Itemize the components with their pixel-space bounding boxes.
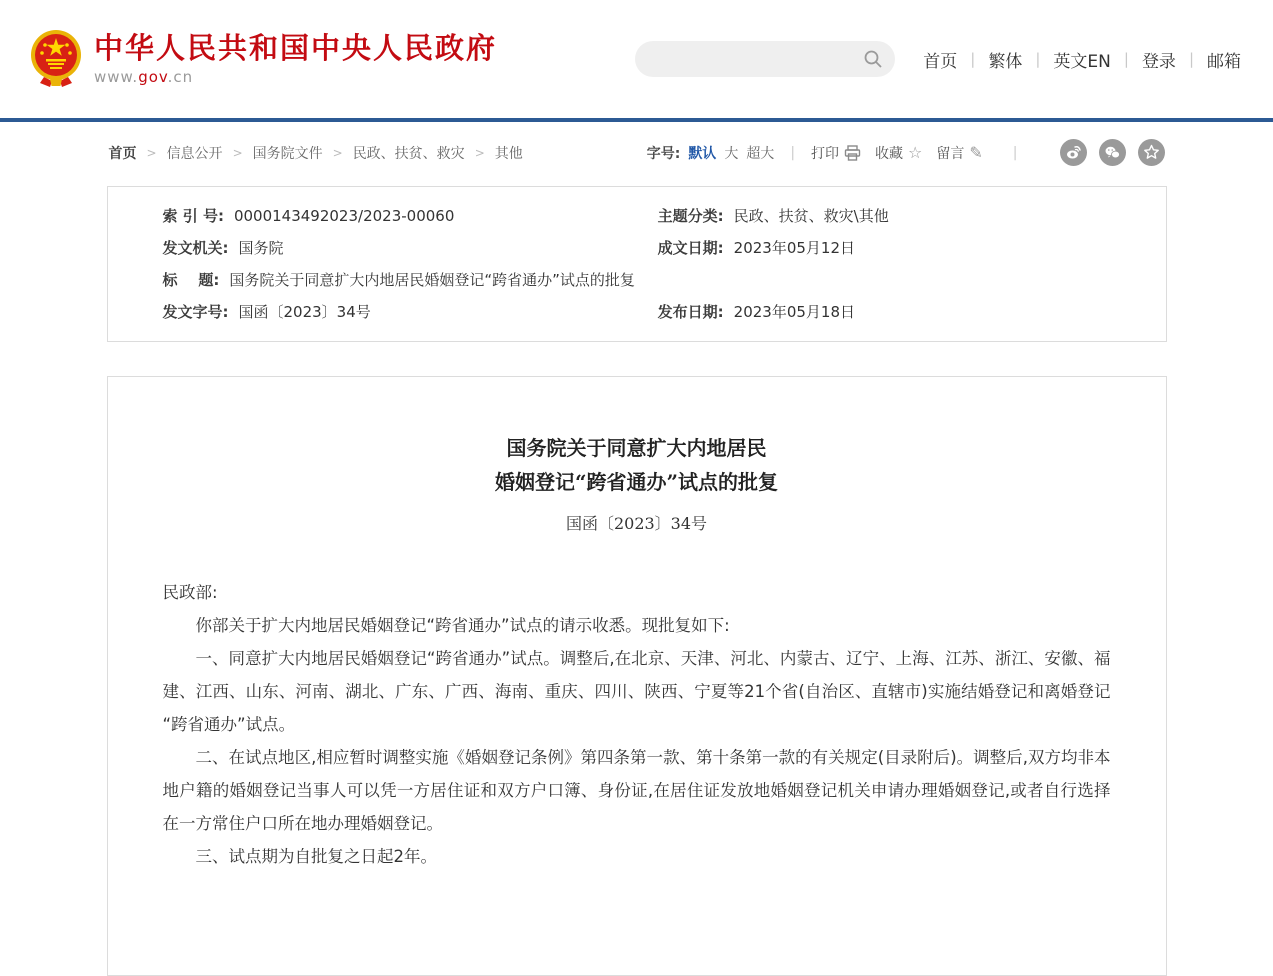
font-size-large[interactable]: 大 [724, 145, 739, 162]
info-doc-no-label: 发文字号: [162, 303, 229, 321]
info-publish-date [658, 296, 1166, 328]
info-row [108, 232, 1166, 264]
favorite-button[interactable] [875, 143, 922, 163]
url-cn: .cn [167, 68, 194, 87]
search-icon[interactable] [863, 49, 883, 69]
tool-separator: | [790, 144, 796, 161]
comment-button[interactable] [936, 143, 982, 163]
qzone-star-icon [1143, 144, 1160, 161]
page-tools [647, 139, 1165, 166]
info-publish-date-label: 发布日期: [657, 303, 724, 321]
tool-separator: | [1012, 144, 1018, 161]
info-row [108, 296, 1166, 328]
national-emblem-icon [30, 29, 82, 89]
info-topic [658, 200, 1166, 232]
info-index-label: 索 引 号: [162, 207, 224, 225]
search-box[interactable] [635, 41, 895, 77]
weibo-icon [1065, 144, 1082, 161]
share-wechat-button[interactable] [1099, 139, 1126, 166]
breadcrumb-home[interactable]: 首页 [108, 145, 137, 162]
site-header [0, 0, 1273, 118]
url-gov: gov [138, 68, 168, 87]
info-written-date [658, 232, 1166, 264]
paragraph-salutation: 民政部: [162, 583, 218, 602]
info-issuer [108, 232, 658, 264]
info-title [108, 264, 1166, 296]
star-icon: ☆ [908, 142, 923, 162]
search-area [635, 41, 895, 77]
paragraph-intro: 你部关于扩大内地居民婚姻登记“跨省通办”试点的请示收悉。现批复如下: [195, 616, 730, 635]
info-row [108, 200, 1166, 232]
document-title [163, 431, 1111, 499]
nav-home[interactable]: 首页 [923, 51, 958, 72]
info-title-value: 国务院关于同意扩大内地居民婚姻登记“跨省通办”试点的批复 [229, 271, 635, 289]
site-logo[interactable] [30, 29, 497, 89]
pencil-icon: ✎ [969, 142, 983, 162]
toolbar [107, 122, 1167, 186]
logo-text [94, 32, 497, 86]
document-body [163, 576, 1111, 873]
info-issuer-label: 发文机关: [162, 239, 229, 257]
nav-separator: | [970, 50, 976, 68]
paragraph-item-2: 二、在试点地区,相应暂时调整实施《婚姻登记条例》第四条第一款、第十条第一款的有关规定(目录附后)。调整后,双方均非本地户籍的婚姻登记当事人可以凭一方居住证和双方户口簿、身份证,在居住证发放地婚姻登记机关申请办理婚姻登记,或者自行选择在一方常住户口所在地办理婚姻登记。 [162, 748, 1111, 833]
paragraph-item-3: 三、试点期为自批复之日起2年。 [195, 847, 437, 866]
printer-icon [844, 145, 861, 161]
nav-english[interactable]: 英文EN [1053, 51, 1111, 72]
nav-login[interactable]: 登录 [1141, 51, 1176, 72]
search-input[interactable] [651, 51, 863, 67]
breadcrumb-separator: > [146, 145, 157, 160]
info-written-date-label: 成文日期: [657, 239, 724, 257]
info-title-label: 标 题: [162, 271, 220, 289]
wechat-icon [1104, 144, 1121, 161]
breadcrumb [109, 143, 523, 163]
share-weibo-button[interactable] [1060, 139, 1087, 166]
info-written-date-value: 2023年05月12日 [733, 239, 856, 257]
font-size-label: 字号: [646, 145, 681, 162]
font-size-xlarge[interactable]: 超大 [746, 145, 775, 162]
info-index [108, 200, 658, 232]
info-row [108, 264, 1166, 296]
print-button[interactable] [811, 143, 861, 163]
url-www: www. [94, 68, 139, 87]
nav-separator: | [1035, 50, 1041, 68]
document-number: 国函〔2023〕34号 [565, 514, 708, 533]
share-icons [1048, 139, 1165, 166]
info-publish-date-value: 2023年05月18日 [733, 303, 856, 321]
breadcrumb-state-council-docs[interactable]: 国务院文件 [252, 145, 323, 162]
print-label: 打印 [811, 145, 840, 162]
breadcrumb-separator: > [232, 145, 243, 160]
info-topic-label: 主题分类: [657, 207, 724, 225]
nav-mail[interactable]: 邮箱 [1207, 51, 1241, 72]
breadcrumb-separator: > [474, 145, 485, 160]
top-nav [923, 47, 1241, 72]
document-content-box [107, 376, 1167, 976]
breadcrumb-civil-affairs[interactable]: 民政、扶贫、救灾 [352, 145, 465, 162]
comment-label: 留言 [936, 145, 965, 162]
site-url [94, 68, 497, 86]
font-size-default[interactable]: 默认 [688, 145, 717, 162]
favorite-label: 收藏 [875, 145, 904, 162]
info-topic-value: 民政、扶贫、救灾\其他 [733, 207, 889, 225]
info-index-value: 0000143492023/2023-00060 [233, 207, 455, 225]
breadcrumb-info-disclosure[interactable]: 信息公开 [166, 145, 223, 162]
nav-separator: | [1123, 50, 1129, 68]
breadcrumb-separator: > [332, 145, 343, 160]
info-doc-no [108, 296, 658, 328]
document-title-line2: 婚姻登记“跨省通办”试点的批复 [494, 470, 778, 494]
nav-traditional[interactable]: 繁体 [988, 51, 1023, 72]
paragraph-item-1: 一、同意扩大内地居民婚姻登记“跨省通办”试点。调整后,在北京、天津、河北、内蒙古、辽宁、上海、江苏、浙江、安徽、福建、江西、山东、河南、湖北、广东、广西、海南、重庆、四川、陕西、宁夏等21个省(自治区、直辖市)实施结婚登记和离婚登记“跨省通办”试点。 [162, 649, 1111, 734]
breadcrumb-other[interactable]: 其他 [494, 145, 523, 162]
document-title-line1: 国务院关于同意扩大内地居民 [506, 436, 767, 460]
info-doc-no-value: 国函〔2023〕34号 [238, 303, 371, 321]
info-issuer-value: 国务院 [238, 239, 284, 257]
nav-separator: | [1188, 50, 1194, 68]
doc-info-box [107, 186, 1167, 342]
share-qzone-button[interactable] [1138, 139, 1165, 166]
site-title: 中华人民共和国中央人民政府 [94, 30, 498, 65]
